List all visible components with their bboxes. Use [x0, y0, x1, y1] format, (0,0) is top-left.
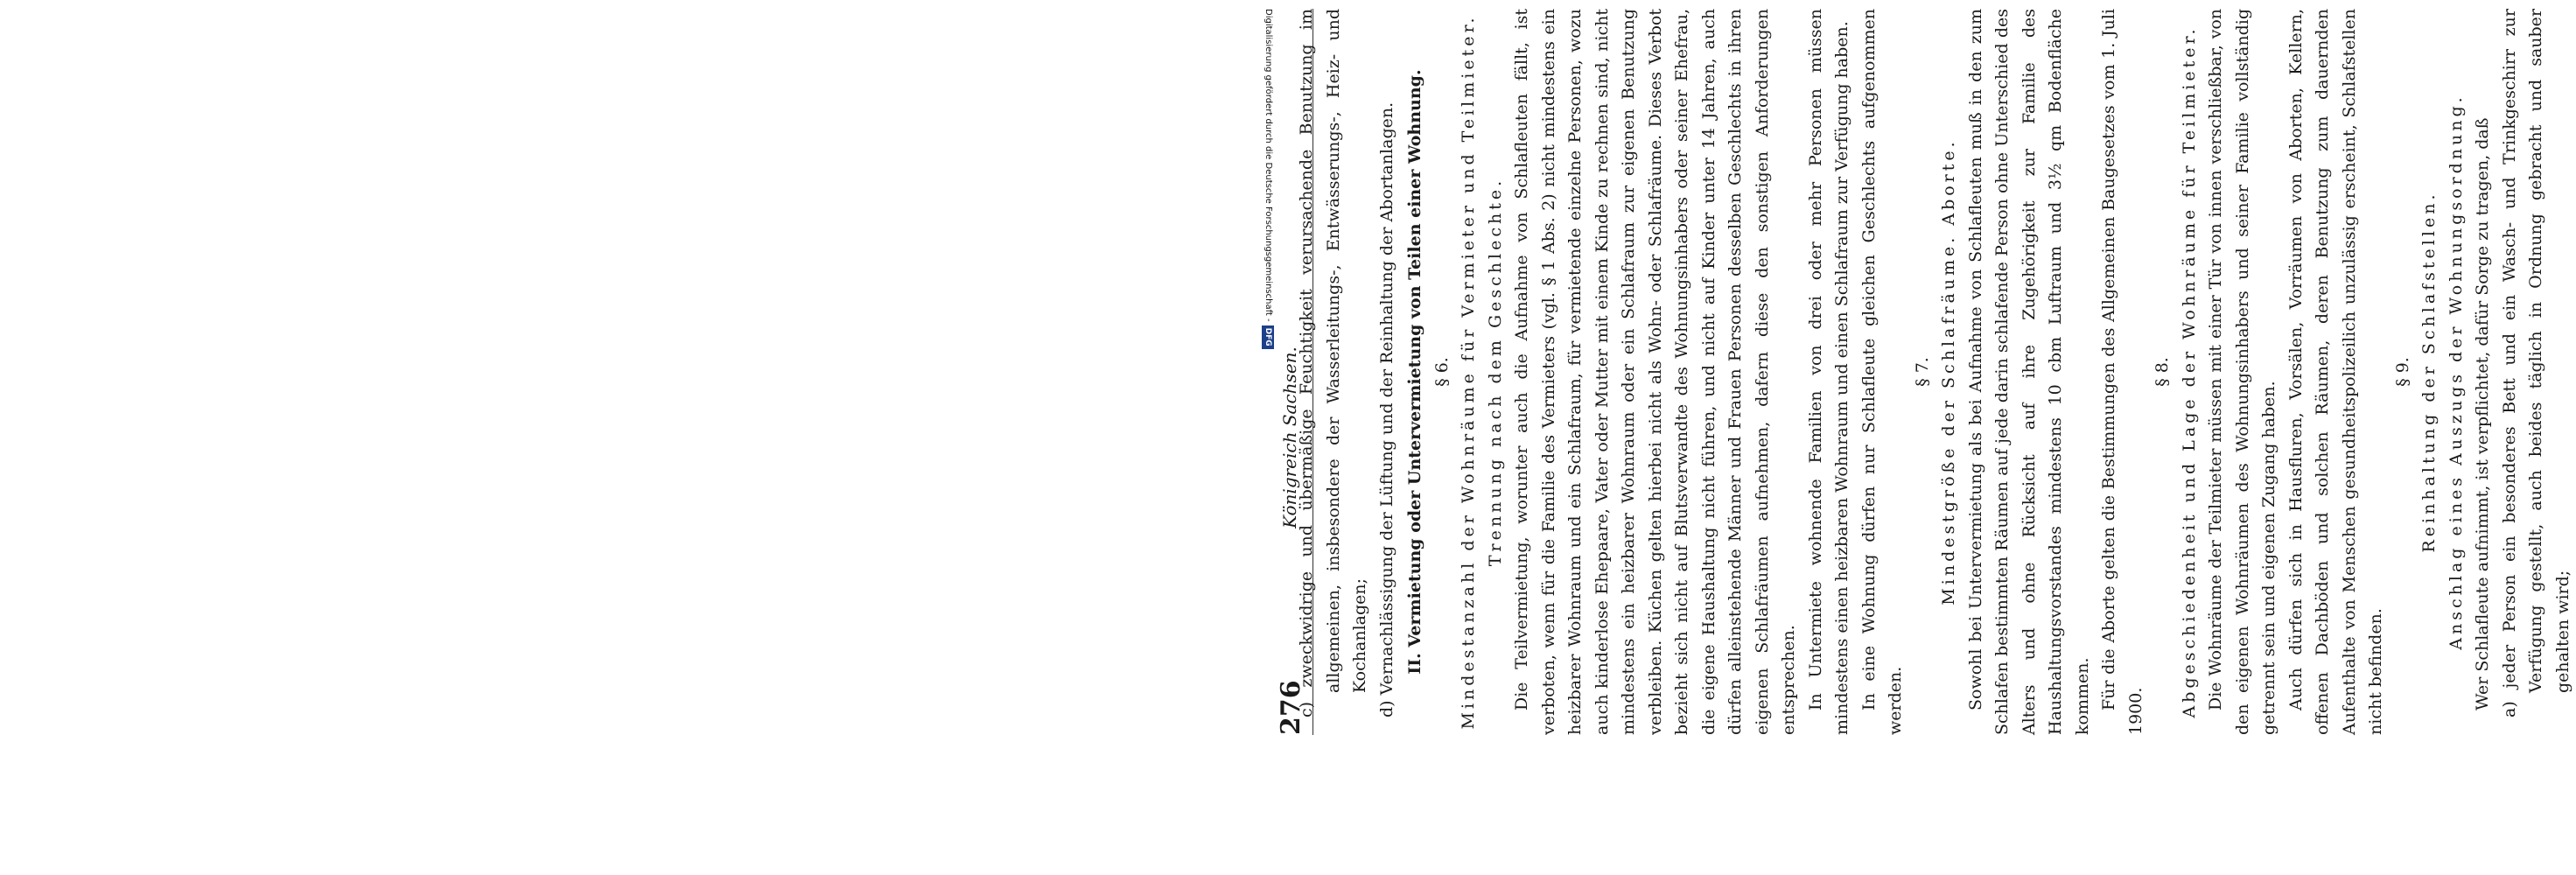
- list-item-a: a) jeder Person ein besonderes Bett und ein Wasch- und Trinkgeschirr zur Verfügung gestellt, auch beides täglich in Ordnung gebracht und sauber gehalten wird;: [2499, 9, 2572, 718]
- paragraph-8-text-2: Auch dürfen sich in Hausfluren, Vorsälen, Vorräumen von Aborten, Kellern, offenen Dachböden und solchen Räumen, deren Benutzung zum dauernden Aufenthalte von Menschen gesundheitspolizeilich unzulässig erscheint, Schlafstellen nicht befinden.: [2286, 9, 2385, 735]
- scanned-page: [1241, 9, 2572, 866]
- paragraph-title-6: Mindestanzahl der Wohnräume für Vermieter und Teilmieter.: [1459, 14, 1478, 730]
- paragraph-subtitle-9: Anschlag eines Auszugs der Wohnungsordnung.: [2446, 94, 2466, 650]
- paragraph-title-8: Abgeschiedenheit und Lage der Wohnräume für Teilmieter.: [2179, 25, 2199, 718]
- list-item-d: d) Vernachlässigung der Lüftung und der Reinhaltung der Abortanlagen.: [1376, 102, 1396, 718]
- paragraph-8-text-1: Die Wohnräume der Teilmieter müssen mit einer Tür von innen verschließbar, von den eigenen Wohnräumen des Wohnungsinhabers und seiner Familie vollständig getrennt sein und eigenen Zugang haben.: [2206, 9, 2278, 735]
- section-heading-II: II. Vermietung oder Untervermietung von Teilen einer Wohnung.: [1405, 69, 1424, 675]
- paragraph-subtitle-6: Trennung nach dem Geschlechte.: [1485, 177, 1505, 567]
- credit-text: Digitalisierung gefördert durch die Deutsche Forschungsgemeinschaft -: [1264, 9, 1273, 322]
- paragraph-7-text-2: Für die Aborte gelten die Bestimmungen des Allgemeinen Baugesetzes vom 1. Juli 1900.: [2099, 9, 2146, 735]
- paragraph-9-text-1: Wer Schlafleute aufnimmt, ist verpflichtet, dafür Sorge zu tragen, daß: [2473, 117, 2492, 710]
- paragraph-6-text-1: Die Teilvermietung, worunter auch die Aufnahme von Schlafleuten fällt, ist verboten, wenn für die Familie des Vermieters (vgl. § 1 Abs. 2) nicht mindestens ein heizbarer Wohnraum und ein Schlafraum, für vermietende einzelne Personen, wozu auch kinderlose Ehepaare, Vater oder Mutter mit einem Kinde zu rechnen sind, nicht mindestens ein heizbarer Wohnraum oder ein Schlafraum zur eigenen Benutzung verbleiben. Küchen gelten hierbei nicht als Wohn- oder Schlafräume. Dieses Verbot bezieht sich nicht auf Blutsverwandte des Wohnungsinhabers oder seiner Ehefrau, die eigene Haushaltung nicht führen, und nicht auf Kinder unter 14 Jahren, auch dürfen alleinstehende Männer und Frauen Personen desselben Geschlechts in ihren eigenen Schlafräumen aufnehmen, dafern diese den sonstigen Anforderungen entsprechen.: [1512, 9, 1798, 735]
- list-item-c: c) zweckwidrige und übermäßige Feuchtigkeit verursachende Benutzung im allgemeinen, insbesondere der Wasserleitungs-, Entwässerungs-, Heiz- und Kochanlagen;: [1297, 9, 1369, 718]
- paragraph-title-7: Mindestgröße der Schlafräume. Aborte.: [1939, 138, 1958, 606]
- page-body: [1293, 9, 2576, 735]
- paragraph-6-text-3: In eine Wohnung dürfen nur Schlafleute gleichen Geschlechts aufgenommen werden.: [1858, 9, 1905, 735]
- running-head: Königreich Sachsen.: [1279, 346, 1300, 528]
- paragraph-number-8: § 8.: [2152, 357, 2172, 387]
- paragraph-number-9: § 9.: [2392, 357, 2412, 387]
- paragraph-number-7: § 7.: [1912, 357, 1932, 387]
- digitization-credit: [1262, 9, 1274, 866]
- dfg-logo: DFG: [1262, 326, 1274, 349]
- page-number: 276: [1276, 680, 1306, 735]
- paragraph-title-9: Reinhaltung der Schlafstellen.: [2419, 191, 2439, 553]
- paragraph-7-text-1: Sowohl bei Untervermietung als bei Aufnahme von Schlafleuten muß in den zum Schlafen bestimmten Räumen auf jede darin schlafende Person ohne Unterschied des Alters und ohne Rücksicht auf ihre Zugehörigkeit zur Familie des Haushaltungsvorstandes mindestens 10 cbm Luftraum und 3½ qm Bodenfläche kommen.: [1965, 9, 2092, 735]
- paragraph-6-text-2: In Untermiete wohnende Familien von drei oder mehr Personen müssen mindestens einen heizbaren Wohnraum und einen Schlafraum zur Verfügung haben.: [1805, 9, 1852, 735]
- paragraph-number-6: § 6.: [1432, 357, 1452, 387]
